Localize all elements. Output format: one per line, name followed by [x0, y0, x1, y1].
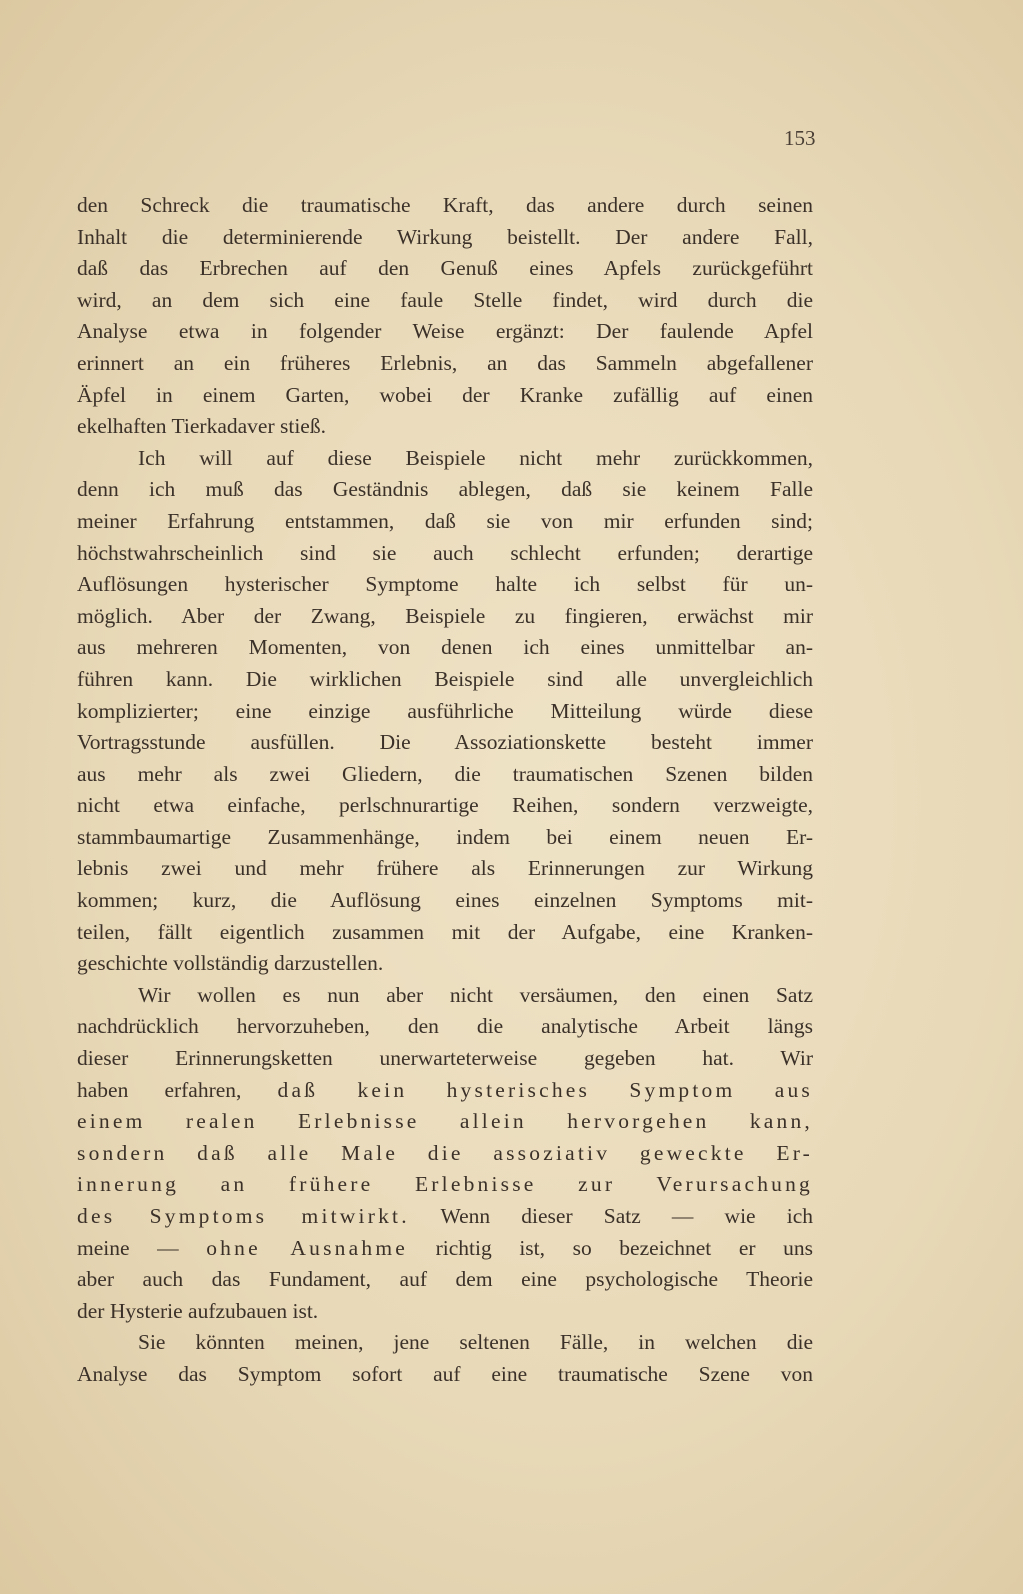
text-segment: wird, an dem sich eine faule Stelle findet, wird durch die: [77, 287, 813, 312]
text-segment: richtig ist, so bezeichnet er uns: [408, 1235, 813, 1260]
text-line: [77, 285, 813, 317]
text-line: [77, 759, 813, 791]
text-segment: geschichte vollständig darzustellen.: [77, 951, 384, 976]
text-line: [77, 1264, 813, 1296]
text-line: [77, 948, 813, 980]
text-segment: erinnert an ein früheres Erlebnis, an das Sammeln abgefallener: [77, 350, 813, 375]
text-segment: den Schreck die traumatische Kraft, das andere durch seinen: [77, 193, 813, 217]
text-segment: haben erfahren,: [77, 1077, 278, 1102]
text-segment: ekelhaften Tierkadaver stieß.: [77, 414, 326, 439]
text-line: [77, 853, 813, 885]
text-line: [77, 1106, 813, 1138]
text-segment: Sie könnten meinen, jene seltenen Fälle, in welchen die: [138, 1330, 813, 1355]
text-segment: aber auch das Fundament, auf dem eine psychologische Theorie: [77, 1267, 813, 1292]
text-segment: höchstwahrscheinlich sind sie auch schlecht erfunden; derartige: [77, 540, 813, 565]
text-line: [77, 1011, 813, 1043]
text-line: [77, 917, 813, 949]
text-segment: Inhalt die determinierende Wirkung beistellt. Der andere Fall,: [77, 224, 813, 249]
text-segment: nicht etwa einfache, perlschnurartige Reihen, sondern verzweigte,: [77, 793, 813, 818]
text-segment: aus mehr als zwei Gliedern, die traumatischen Szenen bilden: [77, 761, 813, 786]
emphasized-text: daß kein hysterisches Symptom aus: [277, 1077, 813, 1102]
text-segment: Analyse etwa in folgender Weise ergänzt: Der faulende Apfel: [77, 319, 813, 344]
text-segment: meiner Erfahrung entstammen, daß sie von mir erfunden sind;: [77, 508, 813, 533]
text-line: [77, 1201, 813, 1233]
text-line: [77, 1075, 813, 1107]
text-segment: führen kann. Die wirklichen Beispiele sind alle unvergleichlich: [77, 666, 813, 691]
text-segment: daß das Erbrechen auf den Genuß eines Apfels zurückgeführt: [77, 256, 813, 281]
text-segment: Wenn dieser Satz — wie ich: [409, 1204, 813, 1228]
text-line: [77, 601, 813, 633]
emphasized-text: ohne Ausnahme: [206, 1235, 408, 1260]
text-line: [77, 696, 813, 728]
text-segment: Vortragsstunde ausfüllen. Die Assoziationskette besteht immer: [77, 730, 813, 755]
text-segment: denn ich muß das Geständnis ablegen, daß sie keinem Falle: [77, 477, 813, 502]
text-segment: stammbaumartige Zusammenhänge, indem bei einem neuen Er-: [77, 824, 813, 849]
text-segment: lebnis zwei und mehr frühere als Erinnerungen zur Wirkung: [77, 856, 813, 881]
text-line: [77, 1359, 813, 1391]
text-line: [77, 790, 813, 822]
text-segment: nachdrücklich hervorzuheben, den die analytische Arbeit längs: [77, 1014, 813, 1039]
text-line: [77, 1138, 813, 1170]
text-segment: meine —: [77, 1235, 207, 1260]
text-line: [77, 1043, 813, 1075]
text-segment: Analyse das Symptom sofort auf eine traumatische Szene von: [77, 1361, 813, 1386]
text-line: [77, 885, 813, 917]
page-number: 153: [784, 126, 816, 150]
text-line: [77, 822, 813, 854]
text-segment: Auflösungen hysterischer Symptome halte ich selbst für un-: [77, 572, 813, 597]
text-line: [77, 222, 813, 254]
text-line: [77, 474, 813, 506]
text-line: [77, 506, 813, 538]
text-segment: möglich. Aber der Zwang, Beispiele zu fingieren, erwächst mir: [77, 603, 813, 628]
body-text: [77, 190, 813, 1391]
text-segment: kommen; kurz, die Auflösung eines einzelnen Symptoms mit-: [77, 888, 813, 913]
text-line: [77, 348, 813, 380]
emphasized-text: des Symptoms mitwirkt.: [77, 1204, 410, 1228]
text-line: [77, 727, 813, 759]
text-line: [77, 1169, 813, 1201]
text-line: [77, 253, 813, 285]
text-line: [77, 411, 813, 443]
text-segment: teilen, fällt eigentlich zusammen mit der Aufgabe, eine Kranken-: [77, 919, 813, 944]
text-segment: dieser Erinnerungsketten unerwarteterweise gegeben hat. Wir: [77, 1046, 813, 1071]
text-segment: Wir wollen es nun aber nicht versäumen, den einen Satz: [138, 982, 813, 1007]
text-segment: Ich will auf diese Beispiele nicht mehr zurückkommen,: [138, 445, 813, 470]
text-line: [77, 443, 813, 475]
text-line: [77, 569, 813, 601]
text-line: [77, 538, 813, 570]
text-line: [77, 1296, 813, 1328]
emphasized-text: einem realen Erlebnisse allein hervorgehen kann,: [77, 1109, 813, 1134]
text-line: [77, 380, 813, 412]
text-line: [77, 316, 813, 348]
text-line: [77, 980, 813, 1012]
emphasized-text: sondern daß alle Male die assoziativ geweckte Er-: [77, 1140, 813, 1165]
text-line: [77, 1233, 813, 1265]
text-line: [77, 190, 813, 222]
text-segment: Äpfel in einem Garten, wobei der Kranke zufällig auf einen: [77, 382, 813, 407]
text-segment: aus mehreren Momenten, von denen ich eines unmittelbar an-: [77, 635, 813, 660]
text-line: [77, 632, 813, 664]
text-segment: der Hysterie aufzubauen ist.: [77, 1298, 319, 1323]
text-line: [77, 664, 813, 696]
text-segment: komplizierter; eine einzige ausführliche Mitteilung würde diese: [77, 698, 813, 723]
emphasized-text: innerung an frühere Erlebnisse zur Verursachung: [77, 1172, 813, 1197]
text-line: [77, 1327, 813, 1359]
